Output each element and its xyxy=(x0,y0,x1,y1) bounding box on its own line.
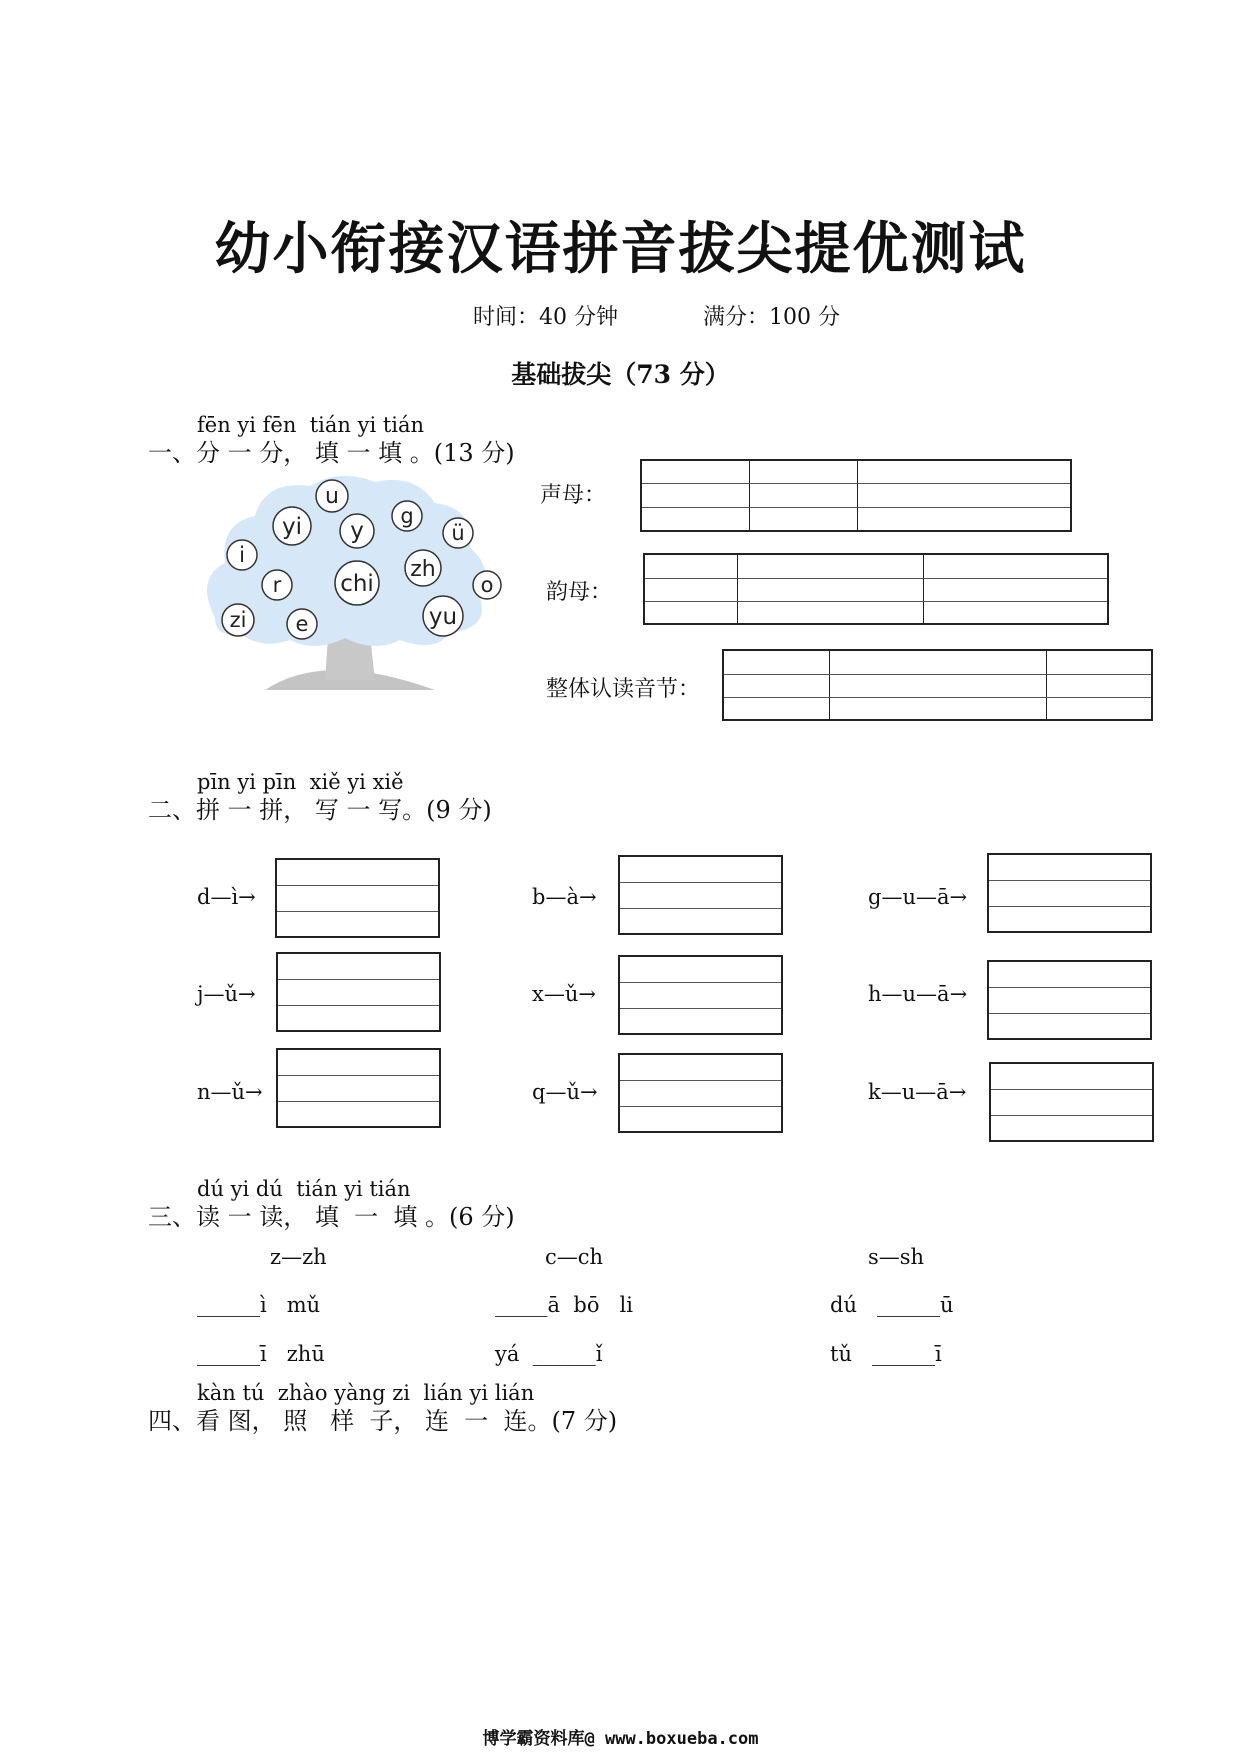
q2-answer-box-5[interactable] xyxy=(618,955,783,1035)
apple-letter: yu xyxy=(428,604,458,630)
q2-answer-box-1[interactable] xyxy=(275,858,440,938)
whole-syllables-grid[interactable] xyxy=(722,649,1153,721)
q3-label: 三、读 一 读， 填 一 填 。(6 分) xyxy=(148,1203,515,1231)
q1-pinyin: fēn yi fēn tián yi tián xyxy=(197,413,425,437)
apple-letter: chi xyxy=(340,571,374,597)
q3-pinyin: dú yi dú tián yi tián xyxy=(197,1177,411,1201)
q3-fill-2b[interactable]: yá ______ǐ xyxy=(495,1342,603,1366)
apple-letter: r xyxy=(272,573,282,597)
q2-pinyin: pīn yi pīn xiě yi xiě xyxy=(197,770,404,794)
apple-yu xyxy=(423,596,463,636)
apple-letter: g xyxy=(400,504,414,528)
apple-r xyxy=(262,570,292,600)
apple-tree-illustration xyxy=(195,468,505,693)
full-score: 满分：100 分 xyxy=(703,305,840,330)
q3-fill-1b[interactable]: ______ī zhū xyxy=(197,1342,325,1366)
q2-item-8: q—ǔ→ xyxy=(532,1080,598,1104)
apple-e xyxy=(287,609,317,639)
apple-letter: u xyxy=(325,484,339,509)
apple-yi xyxy=(273,507,311,545)
section-subtitle: 基础拔尖（73 分） xyxy=(511,360,730,389)
q2-answer-box-3[interactable] xyxy=(987,853,1152,933)
q2-label: 二、拼 一 拼， 写 一 写。(9 分) xyxy=(148,796,492,824)
q4-label: 四、看 图， 照 样 子， 连 一 连。(7 分) xyxy=(148,1407,618,1435)
q1-finals-label: 韵母： xyxy=(546,580,613,605)
q3-pair-1: z—zh xyxy=(270,1245,327,1269)
apple-letter: ü xyxy=(451,521,465,545)
q1-label: 一、分 一 分， 填 一 填 。(13 分) xyxy=(148,439,515,467)
q2-item-2: b—à→ xyxy=(532,885,597,909)
q2-answer-box-9[interactable] xyxy=(989,1062,1154,1142)
apple-i xyxy=(227,540,257,570)
apple-zi xyxy=(222,604,254,636)
q4-pinyin: kàn tú zhào yàng zi lián yi lián xyxy=(197,1381,535,1405)
q1-whole-syllables-label: 整体认读音节： xyxy=(546,677,701,702)
initials-grid[interactable] xyxy=(640,459,1072,532)
q2-answer-box-7[interactable] xyxy=(276,1048,441,1128)
q2-item-7: n—ǔ→ xyxy=(197,1080,263,1104)
page-title: 幼小衔接汉语拼音拔尖提优测试 xyxy=(214,216,1027,282)
q2-item-1: d—ì→ xyxy=(197,885,256,909)
apple-g xyxy=(392,501,422,531)
apple-u-umlaut xyxy=(443,518,473,548)
q2-answer-box-8[interactable] xyxy=(618,1053,783,1133)
q2-item-3: g—u—ā→ xyxy=(868,885,968,909)
q2-answer-box-6[interactable] xyxy=(987,960,1152,1040)
q2-item-6: h—u—ā→ xyxy=(868,982,968,1006)
q3-fill-3b[interactable]: tǔ ______ī xyxy=(830,1342,942,1366)
apple-letter: e xyxy=(295,612,309,636)
apple-chi xyxy=(335,561,379,605)
q3-fill-3a[interactable]: dú ______ū xyxy=(830,1293,954,1317)
apple-letter: yi xyxy=(281,514,303,540)
finals-grid[interactable] xyxy=(643,553,1109,625)
apple-u xyxy=(316,480,348,512)
apple-letter: o xyxy=(480,573,494,597)
q3-pair-2: c—ch xyxy=(545,1245,604,1269)
apple-o xyxy=(473,571,501,599)
footer-watermark: 博学霸资料库@ www.boxueba.com xyxy=(482,1729,759,1749)
apple-letter: i xyxy=(239,543,245,567)
q2-item-4: j—ǔ→ xyxy=(197,982,256,1006)
q1-initials-label: 声母： xyxy=(540,483,607,508)
q2-item-5: x—ǔ→ xyxy=(532,982,596,1006)
q3-fill-1a[interactable]: ______ì mǔ xyxy=(197,1293,321,1317)
apple-letter: zh xyxy=(410,557,436,582)
apple-letter: zi xyxy=(229,608,247,632)
apple-y xyxy=(340,514,374,548)
apple-zh xyxy=(405,550,441,586)
q2-item-9: k—u—ā→ xyxy=(868,1080,967,1104)
q3-fill-2a[interactable]: _____ā bō li xyxy=(495,1293,633,1317)
q2-answer-box-2[interactable] xyxy=(618,855,783,935)
apple-letter: y xyxy=(350,518,364,544)
time-limit: 时间：40 分钟 xyxy=(473,305,618,330)
q2-answer-box-4[interactable] xyxy=(276,952,441,1032)
q3-pair-3: s—sh xyxy=(868,1245,925,1269)
